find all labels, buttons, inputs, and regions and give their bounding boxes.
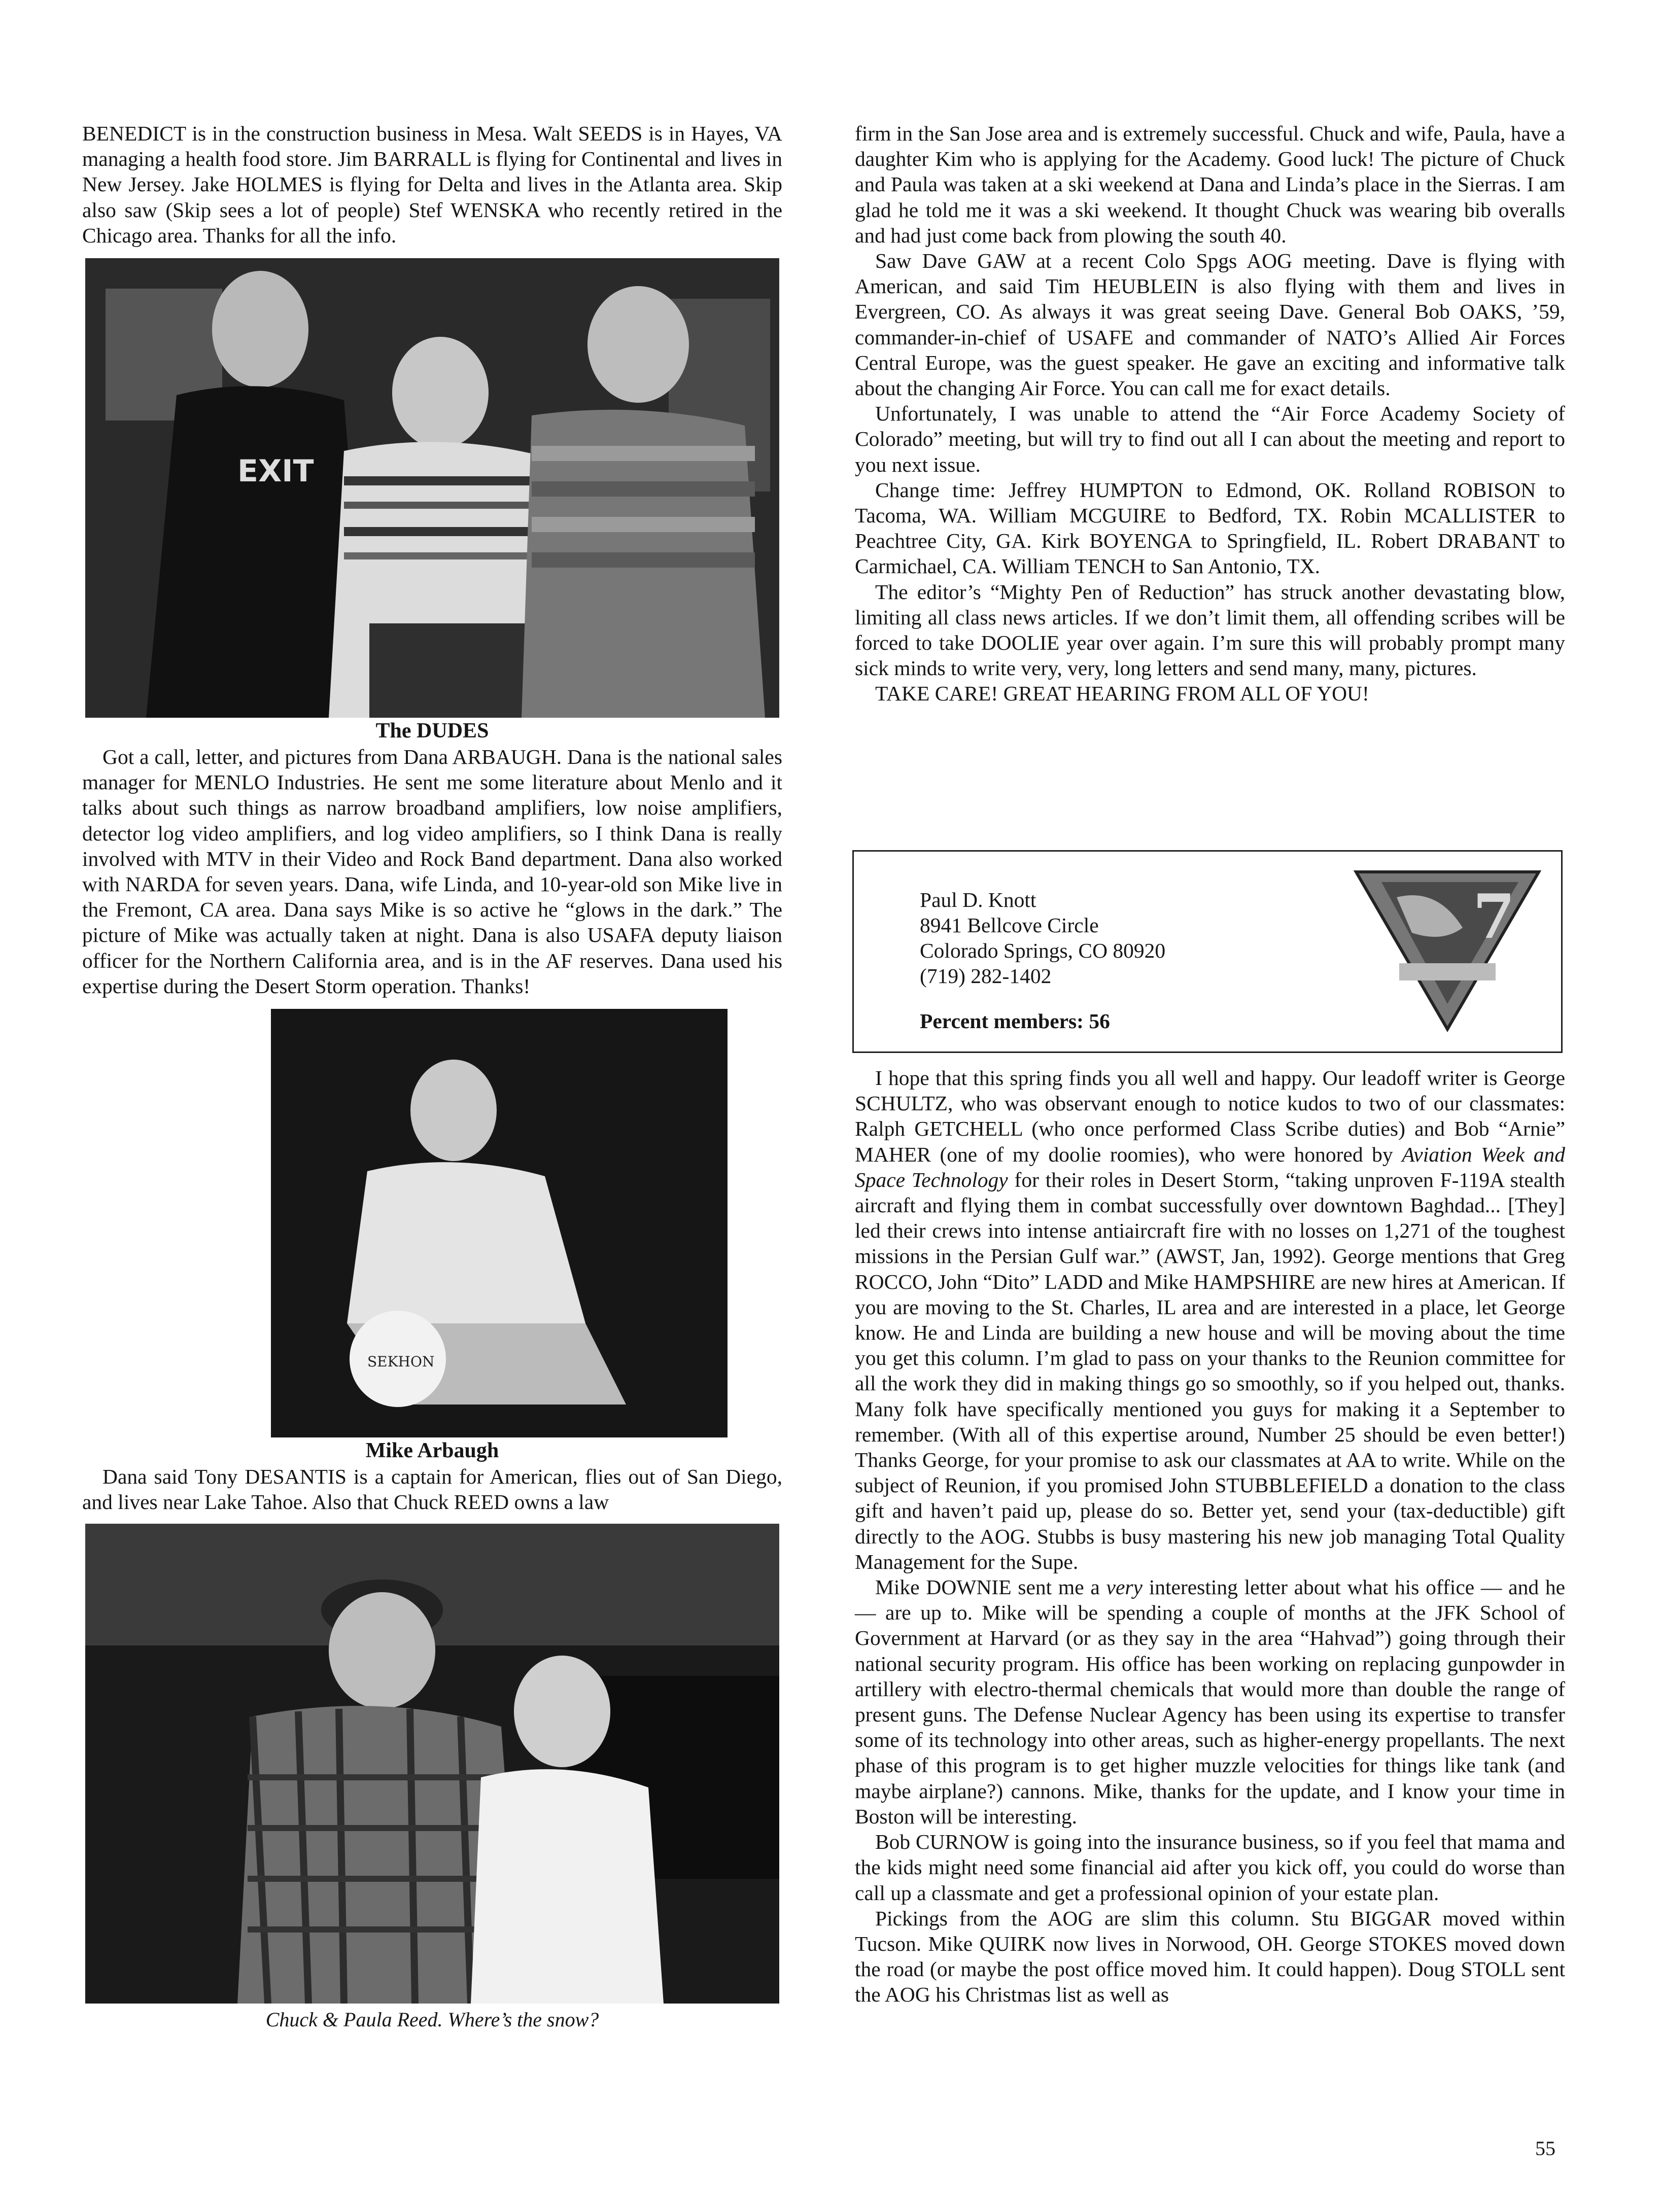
crest-number: 7 [1473,881,1515,953]
ball-text: SEKHON [367,1353,435,1371]
class-crest-icon [1351,867,1544,1034]
photo-reed-illustration [85,1524,779,2004]
paragraph-editor: The editor’s “Mighty Pen of Reduction” has struck another devastating blow, limiting all class news articles. If we don’t limit them, all offending scribes will be forced to take DOOLIE year over again. I’m sure this will probably prompt many sick minds to write very, very, long letters and send many, many, pictures. [855,580,1565,680]
caption-dudes: The DUDES [375,719,489,743]
paragraph-gaw: Saw Dave GAW at a recent Colo Spgs AOG meeting. Dave is flying with American, and said Tim HEUBLEIN is also flying with them and lives in Evergreen, CO. As always it was great seeing Dave. General Bob OAKS, ’59, commander-in-chief of USAFE and commander of NATO’s Allied Air Forces Central Europe, was the guest speaker. He gave an exciting and informative talk about the changing Air Force. You can call me for exact details. [855,249,1565,400]
paragraph-downie-italic: very [1106,1575,1143,1599]
paragraph-curnow: Bob CURNOW is going into the insurance business, so if you feel that mama and the kids might need some financial aid after you kick off, you could do worse than call up a classmate and get a professional opinion of your estate plan. [855,1830,1565,1905]
caption-mike-arbaugh: Mike Arbaugh [365,1439,499,1463]
paragraph-downie-rest: interesting letter about what his office — and he — are up to. Mike will be spending a couple of months at the JFK School of Government at Harvard (or as they say in the area “Hahvad”) going through their national security program. His office has been working on replacing gunpowder in artillery with electro-thermal chemicals that would more than double the range of present guns. The Defense Nuclear Agency has been using its expertise to transfer some of its technology into other areas, such as higher-energy propellants. The next phase of this program is to get higher muzzle velocities for things like tank (and maybe airplane?) cannons. Mike, thanks for the update, and I know your time in Boston will be interesting. [855,1575,1565,1828]
paragraph-pickings: Pickings from the AOG are slim this column. Stu BIGGAR moved within Tucson. Mike QUIRK now lives in Norwood, OH. George STOKES moved down the road (or maybe the post office moved him. It could happen). Doug STOLL sent the AOG his Christmas list as well as [855,1906,1565,2007]
scribe-name: Paul D. Knott [920,888,1036,911]
aviation-week-title: Aviation Week and Space Technology [855,1142,1566,1191]
right-column-bottom [855,1065,1565,2008]
paragraph-benedict: BENEDICT is in the construction business in Mesa. Walt SEEDS is in Hayes, VA managing a health food store. Jim BARRALL is flying for Continental and lives in New Jersey. Jake HOLMES is flying for Delta and lives in the Atlanta area. Skip also saw (Skip sees a lot of people) Stef WENSKA who recently retired in the Chicago area. Thanks for all the info. [82,122,782,247]
paragraph-change: Change time: Jeffrey HUMPTON to Edmond, OK. Rolland ROBISON to Tacoma, WA. William MCGUIRE to Bedford, TX. Robin MCALLISTER to Peachtree City, GA. Kirk BOYENGA to Springfield, IL. Robert DRABANT to Carmichael, CA. William TENCH to San Antonio, TX. [855,478,1565,578]
photo-mike-figure [82,1009,782,1464]
scribe-street: 8941 Bellcove Circle [920,914,1099,937]
paragraph-takecare: TAKE CARE! GREAT HEARING FROM ALL OF YOU! [875,682,1369,706]
paragraph-firm: firm in the San Jose area and is extremely successful. Chuck and wife, Paula, have a daughter Kim who is applying for the Academy. Good luck! The picture of Chuck and Paula was taken at a ski weekend at Dana and Linda’s place in the Sierras. I am glad he told me it was a ski weekend. It thought Chuck was wearing bib overalls and had just come back from plowing the south 40. [855,122,1565,247]
scribe-phone: (719) 282-1402 [920,964,1052,988]
paragraph-desantis: Dana said Tony DESANTIS is a captain for American, flies out of San Diego, and lives near Lake Tahoe. Also that Chuck REED owns a law [82,1465,782,1514]
right-column-top [855,121,1565,707]
caption-reed: Chuck & Paula Reed. Where’s the snow? [265,2008,599,2031]
photo-mike-arbaugh [271,1009,728,1437]
scribe-address [920,887,1165,989]
photo-dudes [85,258,779,718]
paragraph-downie-start: Mike DOWNIE sent me a [875,1575,1106,1599]
paragraph-hope [855,1065,1565,1574]
class-scribe-box [852,850,1563,1053]
paragraph-society: Unfortunately, I was unable to attend the “Air Force Academy Society of Colorado” meeting, but will try to find out all I can about the meeting and report to you next issue. [855,402,1565,476]
percent-members: Percent members: 56 [920,1009,1110,1033]
photo-mike-illustration [271,1009,728,1437]
scribe-city: Colorado Springs, CO 80920 [920,939,1166,962]
photo-dudes-figure [82,258,782,744]
shirt-text: EXIT [237,453,314,489]
left-column [82,121,782,2033]
paragraph-downie [855,1574,1565,1829]
paragraph-hope-text: I hope that this spring finds you all well and happy. Our leadoff writer is George SCHULTZ, who was observant enough to notice kudos to two of our classmates: Ralph GETCHELL (who once performed Class Scribe duties) and Bob “Arnie” MAHER (one of my doolie roomies), who were honored by [855,1066,1565,1166]
photo-chuck-paula-reed [85,1524,779,2004]
page-number: 55 [1535,2137,1555,2160]
photo-dudes-illustration [85,258,779,718]
paragraph-arbaugh: Got a call, letter, and pictures from Dana ARBAUGH. Dana is the national sales manager for MENLO Industries. He sent me some literature about Menlo and it talks about such things as narrow broadband amplifiers, low noise amplifiers, detector log video amplifiers, and log video amplifiers, so I think Dana is really involved with MTV in their Video and Rock Band department. Dana also worked with NARDA for seven years. Dana, wife Linda, and 10-year-old son Mike live in the Fremont, CA area. Dana says Mike is so active he “glows in the dark.” The picture of Mike was actually taken at night. Dana is also USAFA deputy liaison officer for the Northern California area, and is in the AF reserves. Dana used his expertise during the Desert Storm operation. Thanks! [82,745,782,998]
paragraph-hope-rest: for their roles in Desert Storm, “taking unproven F-119A stealth aircraft and flying them in combat successfully over downtown Baghdad... [They] led their crews into intense antiaircraft fire with no losses on 1,271 of the toughest missions in the Persian Gulf war.” (AWST, Jan, 1992). George mentions that Greg ROCCO, John “Dito” LADD and Mike HAMPSHIRE are new hires at American. If you are moving to the St. Charles, IL area and are interested in a place, let George know. He and Linda are building a new house and will be moving about the time you get this column. I’m glad to pass on your thanks to the Reunion committee for all the work they did in making things go so smoothly, so if you helped out, thanks. Many folk have specifically mentioned you guys for making it a September to remember. (With all of this expertise around, Number 25 should be even better!) Thanks George, for your promise to ask our classmates at AA to write. While on the subject of Reunion, if you promised John STUBBLEFIELD a donation to the class gift and haven’t paid up, please do so. Better yet, send your (tax-deductible) gift directly to the AOG. Stubbs is busy mastering his new job managing Total Quality Management for the Supe. [855,1168,1566,1573]
photo-reed-figure [82,1524,782,2033]
